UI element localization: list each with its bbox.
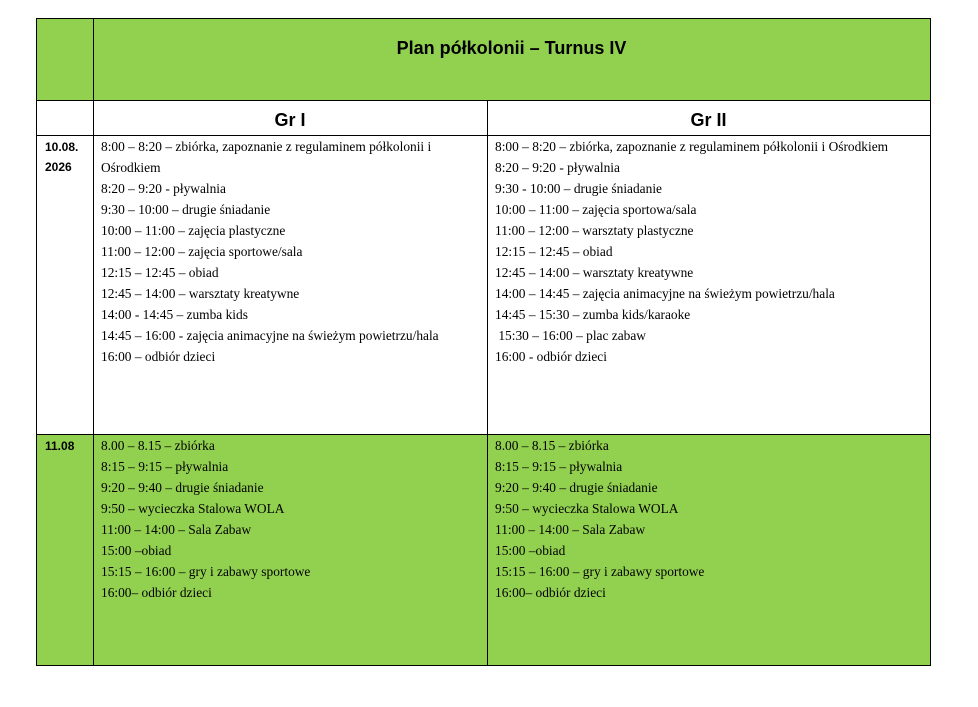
schedule-table (36, 18, 931, 666)
column-divider (487, 100, 488, 665)
day1-gr2-schedule (487, 135, 930, 367)
schedule-entry: 10:00 – 11:00 – zajęcia sportowa/sala (495, 202, 697, 217)
day1-gr1-schedule (93, 135, 487, 367)
schedule-entry: 15:00 –obiad (101, 543, 172, 558)
schedule-entry: 11:00 – 14:00 – Sala Zabaw (101, 522, 252, 537)
schedule-entry: 8:00 – 8:20 – zbiórka, zapoznanie z regulaminem półkolonii i Ośrodkiem (101, 139, 432, 175)
group-header-gr1: Gr I (93, 100, 487, 135)
schedule-entry: 16:00 - odbiór dzieci (495, 349, 607, 364)
schedule-entry: 8.00 – 8.15 – zbiórka (101, 438, 215, 453)
schedule-entry: 8:00 – 8:20 – zbiórka, zapoznanie z regulaminem półkolonii i Ośrodkiem (495, 139, 889, 154)
schedule-entry: 14:45 – 16:00 - zajęcia animacyjne na świeżym powietrzu/hala (101, 328, 439, 343)
schedule-entry: 8.00 – 8.15 – zbiórka (495, 438, 609, 453)
schedule-entry: 12:45 – 14:00 – warsztaty kreatywne (495, 265, 694, 280)
day2-gr1-cell (93, 434, 487, 665)
schedule-entry: 11:00 – 12:00 – warsztaty plastyczne (495, 223, 694, 238)
row-divider (37, 135, 930, 136)
schedule-entry: 12:15 – 12:45 – obiad (101, 265, 219, 280)
date-cell: 10.08. 2026 (37, 135, 93, 434)
row-divider (37, 434, 930, 435)
day1-gr1-cell (93, 135, 487, 434)
schedule-entry: 16:00– odbiór dzieci (495, 585, 606, 600)
row-divider (37, 100, 930, 101)
schedule-entry: 15:15 – 16:00 – gry i zabawy sportowe (495, 564, 705, 579)
schedule-entry: 12:15 – 12:45 – obiad (495, 244, 613, 259)
schedule-entry: 16:00– odbiór dzieci (101, 585, 212, 600)
schedule-entry: 14:00 - 14:45 – zumba kids (101, 307, 248, 322)
column-divider (93, 19, 94, 665)
day1-gr2-cell (487, 135, 930, 434)
schedule-entry: 9:50 – wycieczka Stalowa WOLA (101, 501, 285, 516)
schedule-entry: 15:00 –obiad (495, 543, 566, 558)
schedule-entry: 11:00 – 12:00 – zajęcia sportowe/sala (101, 244, 303, 259)
schedule-entry: 9:50 – wycieczka Stalowa WOLA (495, 501, 679, 516)
schedule-entry: 9:20 – 9:40 – drugie śniadanie (495, 480, 658, 495)
page-title: Plan półkolonii – Turnus IV (93, 19, 930, 100)
schedule-entry: 15:15 – 16:00 – gry i zabawy sportowe (101, 564, 311, 579)
schedule-entry: 8:15 – 9:15 – pływalnia (101, 459, 229, 474)
day2-gr1-schedule (93, 434, 487, 603)
header-empty-cell (37, 100, 93, 135)
day2-gr2-cell (487, 434, 930, 665)
schedule-entry: 16:00 – odbiór dzieci (101, 349, 216, 364)
schedule-entry: 9:20 – 9:40 – drugie śniadanie (101, 480, 264, 495)
group-header-gr2: Gr II (487, 100, 930, 135)
schedule-entry: 8:15 – 9:15 – pływalnia (495, 459, 623, 474)
corner-cell (37, 19, 93, 100)
schedule-entry: 12:45 – 14:00 – warsztaty kreatywne (101, 286, 300, 301)
schedule-entry: 14:45 – 15:30 – zumba kids/karaoke (495, 307, 691, 322)
day2-gr2-schedule (487, 434, 930, 603)
schedule-entry: 11:00 – 14:00 – Sala Zabaw (495, 522, 646, 537)
schedule-entry: 14:00 – 14:45 – zajęcia animacyjne na świeżym powietrzu/hala (495, 286, 835, 301)
schedule-entry: 10:00 – 11:00 – zajęcia plastyczne (101, 223, 286, 238)
schedule-entry: 9:30 – 10:00 – drugie śniadanie (101, 202, 271, 217)
schedule-entry: 9:30 - 10:00 – drugie śniadanie (495, 181, 662, 196)
date-cell: 11.08 (37, 434, 93, 665)
schedule-entry: 8:20 – 9:20 - pływalnia (495, 160, 620, 175)
schedule-entry: 15:30 – 16:00 – plac zabaw (495, 328, 646, 343)
schedule-entry: 8:20 – 9:20 - pływalnia (101, 181, 226, 196)
